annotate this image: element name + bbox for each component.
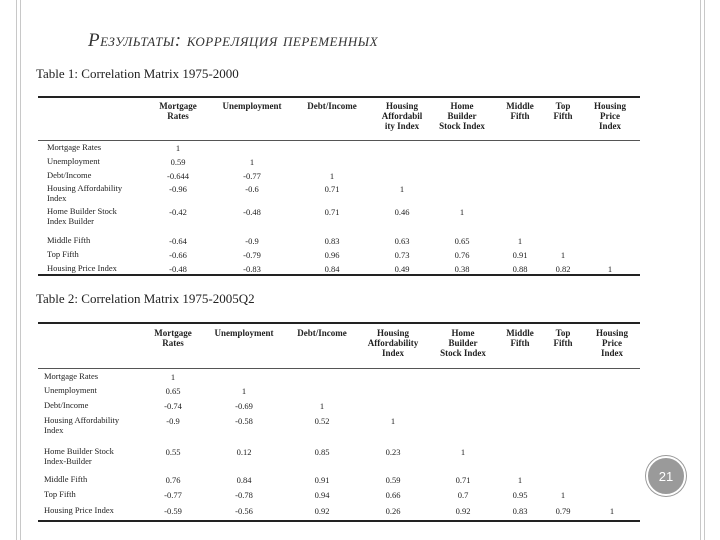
table-cell: 0.38 (454, 264, 470, 274)
table-cell: 0.26 (385, 506, 401, 516)
table-cell: 0.55 (165, 447, 181, 457)
row-label: Home Builder Stock Index Builder (47, 206, 117, 226)
row-label: Debt/Income (47, 170, 92, 180)
table-cell: 0.49 (394, 264, 410, 274)
table-cell: -0.59 (164, 506, 182, 516)
table-cell: 1 (517, 475, 523, 485)
table-cell: 1 (175, 143, 181, 153)
row-label: Housing Affordability Index (47, 183, 123, 203)
table-cell: -0.644 (167, 171, 189, 181)
column-header: Home Builder Stock Index (440, 328, 486, 358)
table-cell: 0.84 (324, 264, 340, 274)
row-label: Housing Price Index (44, 505, 114, 515)
row-label: Top Fifth (44, 489, 76, 499)
table-cell: 1 (329, 171, 335, 181)
table-cell: 0.91 (512, 250, 528, 260)
column-header: Unemployment (222, 101, 282, 111)
row-label: Housing Price Index (47, 263, 117, 273)
table-cell: 0.88 (512, 264, 528, 274)
table-cell: 0.94 (314, 490, 330, 500)
table-cell: -0.42 (169, 207, 187, 217)
row-label: Home Builder Stock Index-Builder (44, 446, 114, 466)
row-label: Mortgage Rates (47, 142, 102, 152)
table-cell: -0.66 (169, 250, 187, 260)
table-cell: -0.69 (235, 401, 253, 411)
table-cell: 0.83 (512, 506, 528, 516)
table-cell: 1 (517, 236, 523, 246)
table-cell: 0.91 (314, 475, 330, 485)
table-cell: 0.96 (324, 250, 340, 260)
table-cell: -0.74 (164, 401, 182, 411)
table-cell: 0.65 (165, 386, 181, 396)
table-cell: -0.9 (245, 236, 259, 246)
table-cell: 1 (609, 506, 615, 516)
frame-line-right (700, 0, 701, 540)
column-header: Debt/Income (307, 101, 357, 111)
column-header: Housing Affordability Index (367, 328, 419, 358)
table-cell: 0.92 (314, 506, 330, 516)
table-cell: 0.95 (512, 490, 528, 500)
table-cell: -0.48 (243, 207, 261, 217)
table-top-rule (38, 322, 640, 324)
table-cell: 0.65 (454, 236, 470, 246)
table-cell: -0.77 (243, 171, 261, 181)
frame-line-left (16, 0, 17, 540)
table-cell: 0.59 (385, 475, 401, 485)
column-header: Middle Fifth (506, 328, 534, 348)
row-label: Housing Affordability Index (44, 415, 120, 435)
column-header: Mortgage Rates (154, 328, 192, 348)
table-cell: -0.83 (243, 264, 261, 274)
table-cell: -0.64 (169, 236, 187, 246)
table-cell: 0.52 (314, 416, 330, 426)
row-label: Middle Fifth (44, 474, 88, 484)
table-cell: 1 (607, 264, 613, 274)
column-header: Top Fifth (553, 328, 573, 348)
slide-title: Результаты: корреляция переменных (88, 30, 379, 51)
table-cell: 0.73 (394, 250, 410, 260)
table-cell: 0.46 (394, 207, 410, 217)
table-caption: Table 1: Correlation Matrix 1975-2000 (36, 66, 239, 81)
table-cell: 0.85 (314, 447, 330, 457)
table-cell: -0.6 (245, 184, 259, 194)
table-cell: -0.96 (169, 184, 187, 194)
table-cell: 1 (399, 184, 405, 194)
row-label: Unemployment (47, 156, 100, 166)
column-header: Housing Affordabil ity Index (381, 101, 423, 131)
table-bottom-rule (38, 274, 640, 276)
column-header: Debt/Income (297, 328, 347, 338)
table-cell: 0.82 (555, 264, 571, 274)
table-cell: 1 (319, 401, 325, 411)
table-cell: 0.92 (455, 506, 471, 516)
table-cell: 0.63 (394, 236, 410, 246)
column-header: Housing Price Index (595, 328, 628, 358)
table-cell: -0.56 (235, 506, 253, 516)
column-header: Mortgage Rates (159, 101, 197, 121)
table-bottom-rule (38, 520, 640, 522)
table-top-rule (38, 96, 640, 98)
table-header-rule (38, 140, 640, 141)
row-label: Top Fifth (47, 249, 79, 259)
page-number-badge: 21 (646, 456, 686, 496)
table-cell: -0.58 (235, 416, 253, 426)
table-cell: 0.59 (170, 157, 186, 167)
row-label: Mortgage Rates (44, 371, 99, 381)
table-cell: 0.79 (555, 506, 571, 516)
table-cell: 1 (560, 490, 566, 500)
row-label: Debt/Income (44, 400, 89, 410)
table-cell: 1 (241, 386, 247, 396)
column-header: Home Builder Stock Index (439, 101, 485, 131)
table-cell: 0.71 (455, 475, 471, 485)
row-label: Middle Fifth (47, 235, 91, 245)
column-header: Top Fifth (553, 101, 573, 121)
table-cell: 1 (170, 372, 176, 382)
row-label: Unemployment (44, 385, 97, 395)
table-cell: 1 (459, 207, 465, 217)
table-cell: -0.78 (235, 490, 253, 500)
frame-line-right-inner (704, 0, 705, 540)
table-cell: 0.66 (385, 490, 401, 500)
table-cell: 1 (560, 250, 566, 260)
table-cell: -0.9 (166, 416, 180, 426)
table-cell: 0.83 (324, 236, 340, 246)
table-cell: 0.23 (385, 447, 401, 457)
table-cell: 0.12 (236, 447, 252, 457)
table-cell: 0.76 (454, 250, 470, 260)
table-caption: Table 2: Correlation Matrix 1975-2005Q2 (36, 291, 255, 306)
column-header: Middle Fifth (506, 101, 534, 121)
table-cell: 0.76 (165, 475, 181, 485)
table-cell: -0.48 (169, 264, 187, 274)
table-header-rule (38, 368, 640, 369)
table-cell: 0.71 (324, 184, 340, 194)
table-cell: 0.71 (324, 207, 340, 217)
table-cell: 1 (390, 416, 396, 426)
column-header: Unemployment (214, 328, 274, 338)
table-cell: -0.79 (243, 250, 261, 260)
frame-line-left-inner (20, 0, 21, 540)
table-cell: 0.84 (236, 475, 252, 485)
column-header: Housing Price Index (593, 101, 626, 131)
table-cell: 0.7 (457, 490, 469, 500)
table-cell: 1 (249, 157, 255, 167)
table-cell: -0.77 (164, 490, 182, 500)
table-cell: 1 (460, 447, 466, 457)
